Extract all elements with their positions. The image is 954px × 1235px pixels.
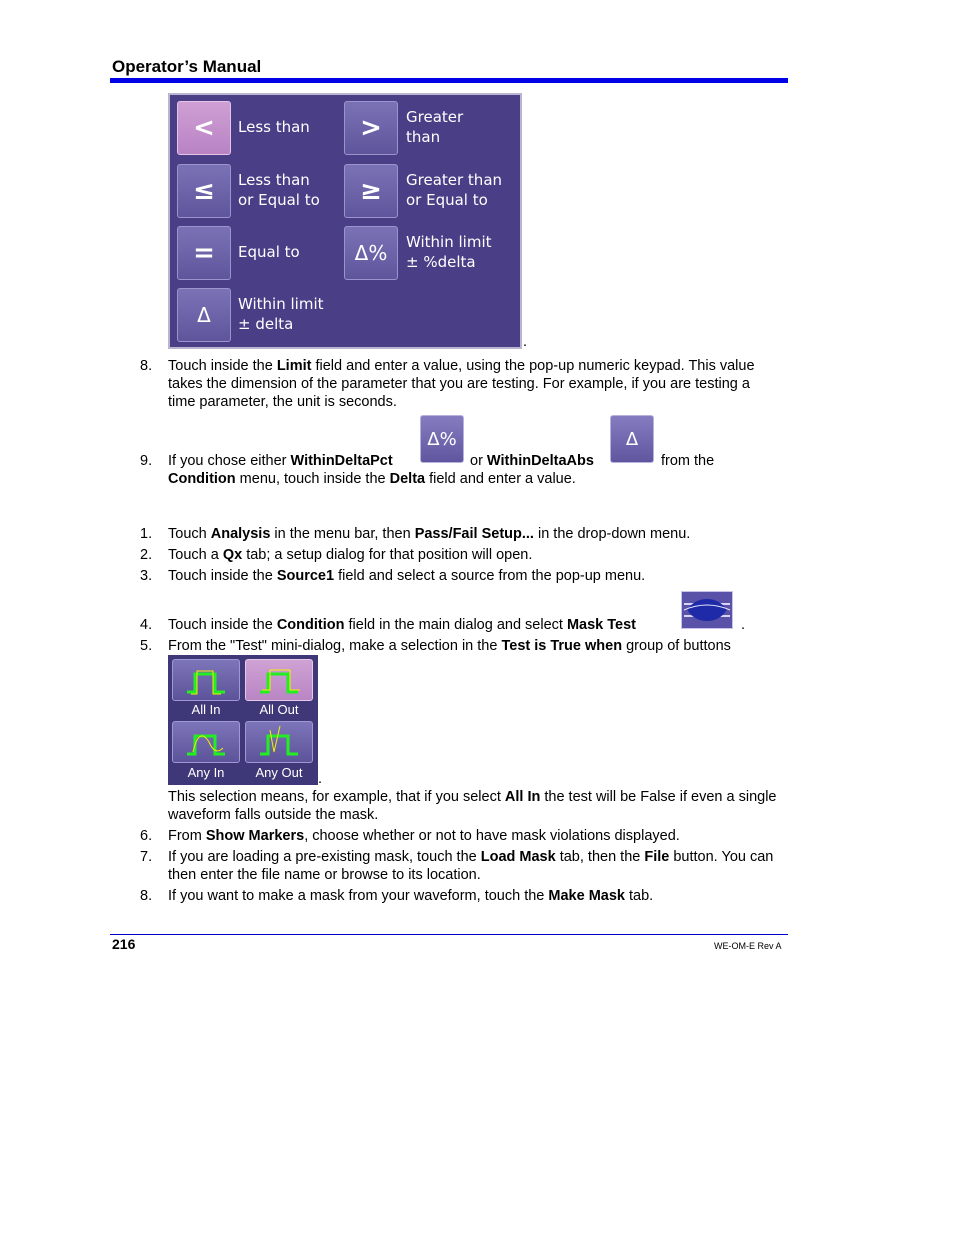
equal-icon: = [193, 238, 215, 268]
footer-rule [110, 934, 788, 935]
step-text: From the "Test" mini-dialog, make a selection in the Test is True when group of buttons [168, 638, 731, 654]
all-out-button[interactable] [245, 659, 313, 701]
test-panel-trailing-period: . [318, 771, 323, 787]
waveform-all-in-icon [173, 660, 239, 700]
page-header-title: Operator’s Manual [112, 57, 262, 76]
step-text: From Show Markers, choose whether or not to have mask violations displayed. [168, 828, 680, 844]
any-out-button[interactable] [245, 721, 313, 763]
delta-percent-icon: Δ% [354, 241, 388, 265]
less-than-label: Less than [238, 118, 310, 136]
any-in-button[interactable] [172, 721, 240, 763]
step-number: 7. [140, 849, 153, 865]
waveform-any-out-icon [246, 722, 312, 762]
step-number: 2. [140, 547, 153, 563]
mask-test-icon [681, 591, 733, 629]
all-in-label: All In [191, 702, 221, 717]
step-number: 5. [140, 638, 153, 654]
panel-trailing-period: . [523, 334, 528, 350]
equal-to-label: Equal to [238, 243, 300, 261]
within-delta-button[interactable] [177, 288, 231, 342]
step-text: Touch inside the Condition field in the main dialog and select Mask Test [168, 617, 637, 633]
step-text: Touch a Qx tab; a setup dialog for that position will open. [168, 547, 533, 563]
less-equal-button[interactable] [177, 164, 231, 218]
greater-equal-button[interactable] [344, 164, 398, 218]
test-mini-dialog [168, 655, 318, 785]
all-in-button[interactable] [172, 659, 240, 701]
step-text: from the [661, 453, 715, 469]
within-delta-abs-icon: Δ [610, 415, 654, 463]
step-text: Touch Analysis in the menu bar, then Pass/Fail Setup... in the drop-down menu. [168, 526, 691, 542]
greater-than-button[interactable] [344, 101, 398, 155]
within-delta-pct-icon: Δ% [420, 415, 464, 463]
less-equal-label: Less than or Equal to [238, 171, 320, 209]
within-pct-button[interactable] [344, 226, 398, 280]
step-number: 9. [140, 453, 153, 469]
step-text: Touch inside the Source1 field and select a source from the pop-up menu. [168, 568, 646, 584]
condition-panel [168, 93, 522, 349]
step-number: 4. [140, 617, 153, 633]
greater-than-label: Greater than [406, 108, 464, 146]
less-than-button[interactable] [177, 101, 231, 155]
step-number: 8. [140, 358, 153, 374]
step-text: Condition menu, touch inside the Delta field and enter a value. [168, 471, 576, 487]
waveform-any-in-icon [173, 722, 239, 762]
step-text: If you chose either WithinDeltaPct [168, 453, 393, 469]
less-than-icon: < [193, 113, 215, 143]
step-text: If you want to make a mask from your waveform, touch the Make Mask tab. [168, 888, 654, 904]
step-text: . [741, 617, 746, 633]
within-delta-label: Within limit ± delta [238, 295, 324, 333]
step-number: 8. [140, 888, 153, 904]
within-pct-label: Within limit ± %delta [406, 233, 492, 271]
any-out-label: Any Out [255, 765, 303, 780]
greater-than-icon: > [360, 113, 382, 143]
document-id: WE-OM-E Rev A [714, 941, 782, 951]
greater-equal-icon: ≥ [360, 176, 382, 206]
step-number: 3. [140, 568, 153, 584]
equal-to-button[interactable] [177, 226, 231, 280]
step-number: 1. [140, 526, 153, 542]
any-in-label: Any In [187, 765, 225, 780]
less-equal-icon: ≤ [193, 176, 215, 206]
delta-icon: Δ [197, 303, 211, 327]
all-out-label: All Out [259, 702, 299, 717]
waveform-all-out-icon [246, 660, 312, 700]
header-rule [110, 78, 788, 83]
step-text: Touch inside the Limit field and enter a value, using the pop-up numeric keypad. This value takes the dimension of the parameter that you are testing. For example, if you are testing a time parameter, the unit is seconds. [168, 358, 755, 410]
page-number: 216 [112, 936, 136, 952]
step-text: If you are loading a pre-existing mask, touch the Load Mask tab, then the File button. You can then enter the file name or browse to its location. [168, 849, 774, 883]
step-number: 6. [140, 828, 153, 844]
step-note: This selection means, for example, that if you select All In the test will be False if even a single waveform falls outside the mask. [168, 789, 777, 823]
greater-equal-label: Greater than or Equal to [406, 171, 503, 209]
step-text: or WithinDeltaAbs [470, 453, 594, 469]
